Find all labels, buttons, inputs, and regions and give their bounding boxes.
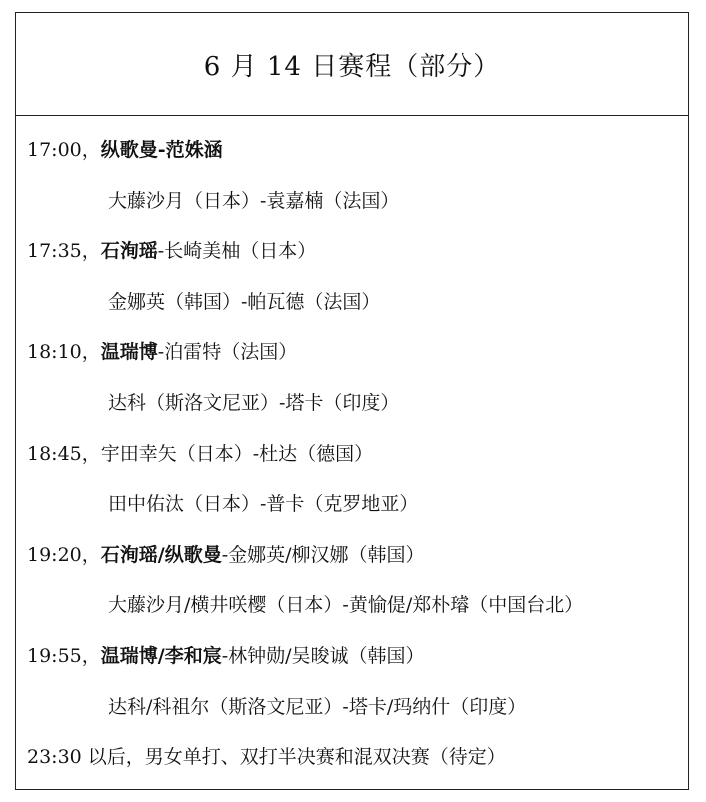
schedule-line [27, 540, 425, 570]
schedule-table [15, 12, 689, 790]
schedule-subline [108, 489, 418, 519]
schedule-line [27, 742, 506, 772]
match-text: -金娜英/柳汉娜（韩国） [221, 543, 425, 566]
match-text: 23:30 以后，男女单打、双打半决赛和混双决赛（待定） [27, 746, 506, 769]
schedule-line [27, 439, 373, 469]
player-name-bold: 石洵瑶 [100, 240, 158, 263]
match-text: -林钟勋/吴晙诚（韩国） [221, 645, 425, 667]
match-text: 大藤沙月/横井咲樱（日本）-黄愉偍/郑朴璿（中国台北） [108, 594, 584, 617]
match-text: 田中佑汰（日本）-普卡（克罗地亚） [108, 493, 419, 516]
schedule-subline [108, 388, 399, 418]
match-text: 17:35， [27, 240, 101, 263]
schedule-line [27, 641, 425, 671]
match-text: 达科/科祖尔（斯洛文尼亚）-塔卡/玛纳什（印度） [108, 695, 527, 718]
match-text: -长崎美柚（日本） [157, 240, 317, 263]
match-text: 19:55， [27, 645, 101, 667]
player-name-bold: 石洵瑶/纵歌曼 [100, 543, 222, 566]
schedule-subline [108, 287, 380, 317]
schedule-subline [108, 590, 583, 620]
match-text: 18:10， [27, 341, 101, 364]
match-text: 19:20， [27, 543, 101, 566]
match-text: 18:45，宇田幸矢（日本）-杜达（德国） [27, 442, 374, 465]
schedule-line [27, 337, 297, 367]
schedule-line [27, 236, 316, 266]
schedule-subline [108, 186, 399, 216]
page-title: 6 月 14 日赛程（部分） [203, 51, 501, 82]
title-bar [16, 13, 688, 116]
match-text: 金娜英（韩国）-帕瓦德（法国） [108, 290, 381, 313]
match-text: 达科（斯洛文尼亚）-塔卡（印度） [108, 392, 400, 414]
player-name-bold: 纵歌曼-范姝涵 [100, 139, 223, 161]
match-text: -泊雷特（法国） [157, 341, 298, 364]
match-text: 17:00， [27, 139, 101, 161]
player-name-bold: 温瑞博 [100, 341, 158, 364]
match-text: 大藤沙月（日本）-袁嘉楠（法国） [108, 189, 400, 212]
schedule-line [27, 135, 223, 165]
schedule-subline [108, 692, 526, 722]
player-name-bold: 温瑞博/李和宸 [100, 645, 222, 667]
